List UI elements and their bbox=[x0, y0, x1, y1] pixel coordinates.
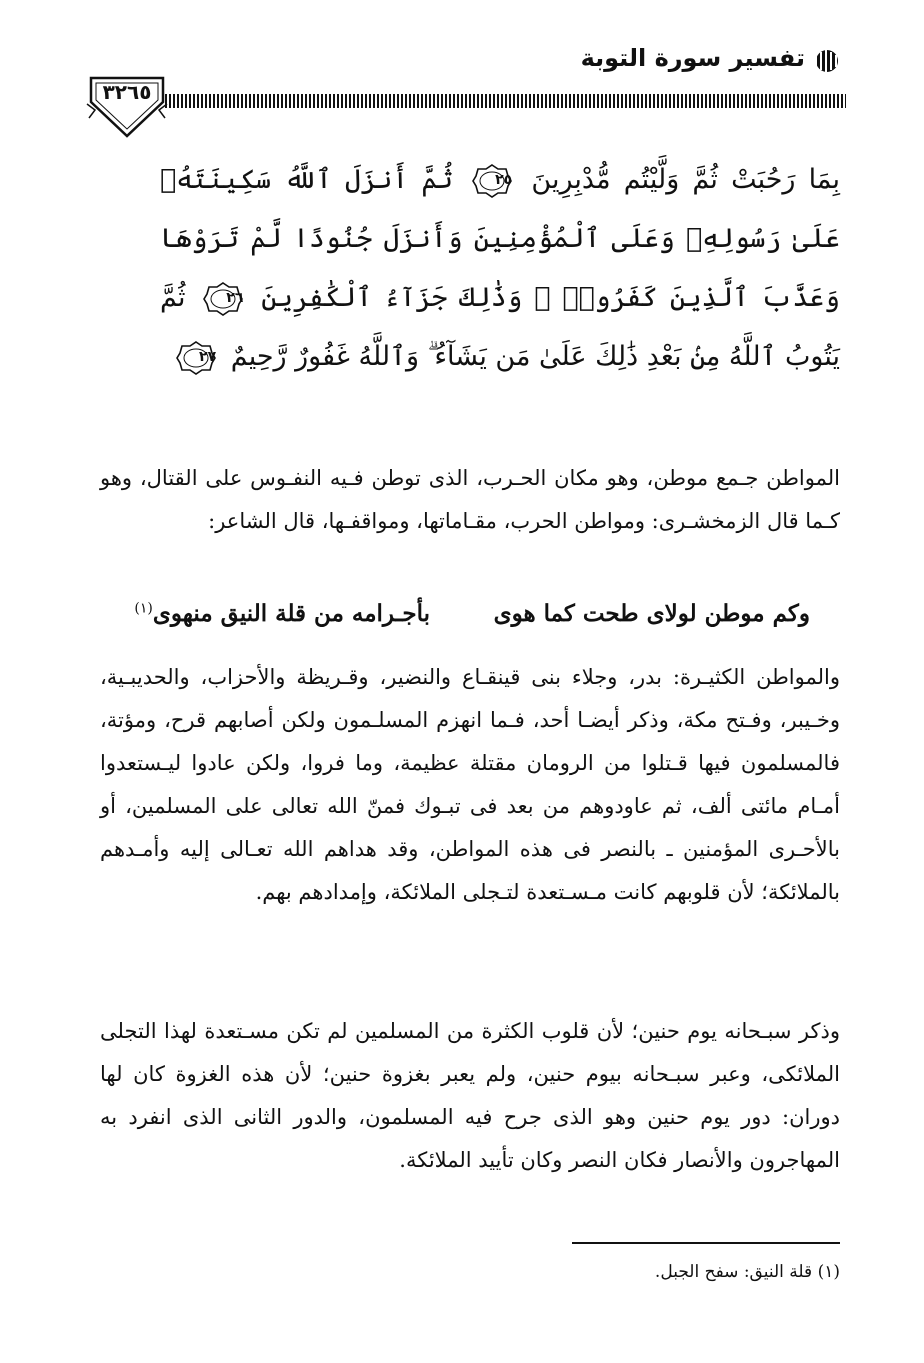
quran-verses bbox=[160, 150, 840, 386]
verse-hemistich-1 bbox=[494, 600, 810, 627]
ayah-marker bbox=[203, 282, 243, 316]
ayah-number: ٢٥ bbox=[495, 171, 513, 188]
page-number: ٣٢٦٥ bbox=[102, 80, 152, 104]
ayah-marker bbox=[176, 341, 216, 375]
paragraph-1: المواطن جـمع موطن، وهو مكان الحـرب، الذى توطن فـيه النفـوس على القتال، وهو كـما قال الزمخشـرى: ومواطن الحرب، مقـاماتها، ومواقفـها، قال الشاعر: bbox=[100, 466, 840, 533]
ornament-icon bbox=[812, 46, 842, 76]
paragraph-2: والمواطن الكثيـرة: بدر، وجلاء بنى قينقـاع والنضير، وقـريظة والأحزاب، والحديبـية، وخـيبر، وفـتح مكة، وذكر أيضـا أحد، فـما انهزم المسلـمون ولكن أصابهم قرح، ومؤتة، فالمسلمون فيها قـتلوا من الرومان مقتلة عظيمة، وما فروا، ولكن عادوا ليـستعدوا أمـام مائتى ألف، ثم عاودوهم من بعد فى تبـوك فمنّ الله تعالى على المسلمين، أو بالأحـرى المؤمنين ـ بالنصر فى هذه المواطن، وقد هداهم الله تعـالى إليه وأمـدهم بالملائكة؛ لأن قلوبهم كانت مـسـتعدة لتـجلى الملائكة، وإمدادهم بهم. bbox=[100, 665, 840, 904]
footnote-rule bbox=[572, 1242, 840, 1244]
quran-text: ثُمَّ أَنزَلَ ٱللَّهُ سَكِينَتَهُۥ عَلَىٰ رَسُولِهِۦ وَعَلَى ٱلْمُؤْمِنِينَ وَأَنزَلَ جُنُودًا لَّمْ تَرَوْهَا وَعَذَّبَ ٱلَّذِينَ كَفَرُوا۟ ۚ وَذَٰلِكَ جَزَآءُ ٱلْكَٰفِرِينَ bbox=[160, 164, 840, 313]
quran-text: بِمَا رَحُبَتْ ثُمَّ وَلَّيْتُم مُّدْبِرِينَ bbox=[531, 164, 840, 195]
ayah-number: ٢٦ bbox=[226, 289, 244, 306]
verse-hemistich-2 bbox=[134, 600, 430, 627]
footnote-marker: (١) bbox=[134, 600, 153, 617]
ayah-number: ٢٧ bbox=[199, 348, 217, 365]
paragraph-3: وذكر سبـحانه يوم حنين؛ لأن قلوب الكثرة من المسلمين لم تكن مسـتعدة لهذا التجلى الملائكى، وعبر سبـحانه بيوم حنين، ولم يعبر بغزوة حنين؛ لأن هذه الغزوة كان لها دوران: دور يوم حنين وهو الذى جرح فيه المسلمون، والدور الثانى الذى انفرد به المهاجرون والأنصار فكان النصر وكان تأييد الملائكة. bbox=[100, 1019, 840, 1172]
quran-text: ثُمَّ يَتُوبُ ٱللَّهُ مِنۢ بَعْدِ ذَٰلِكَ عَلَىٰ مَن يَشَآءُ ۗ وَٱللَّهُ غَفُورٌ رَّحِيمٌ bbox=[160, 282, 840, 372]
header-rule bbox=[165, 94, 846, 108]
running-title: تفسير سورة التوبة bbox=[580, 44, 805, 72]
footnote: (١) قلة النيق: سفح الجبل. bbox=[654, 1262, 840, 1282]
verse-hemistich-1-text: وكم موطن لولاى طحت كما هوى bbox=[493, 600, 810, 627]
verse-hemistich-2-text: بأجـرامه من قلة النيق منهوى bbox=[152, 600, 430, 627]
ayah-marker bbox=[472, 164, 512, 198]
